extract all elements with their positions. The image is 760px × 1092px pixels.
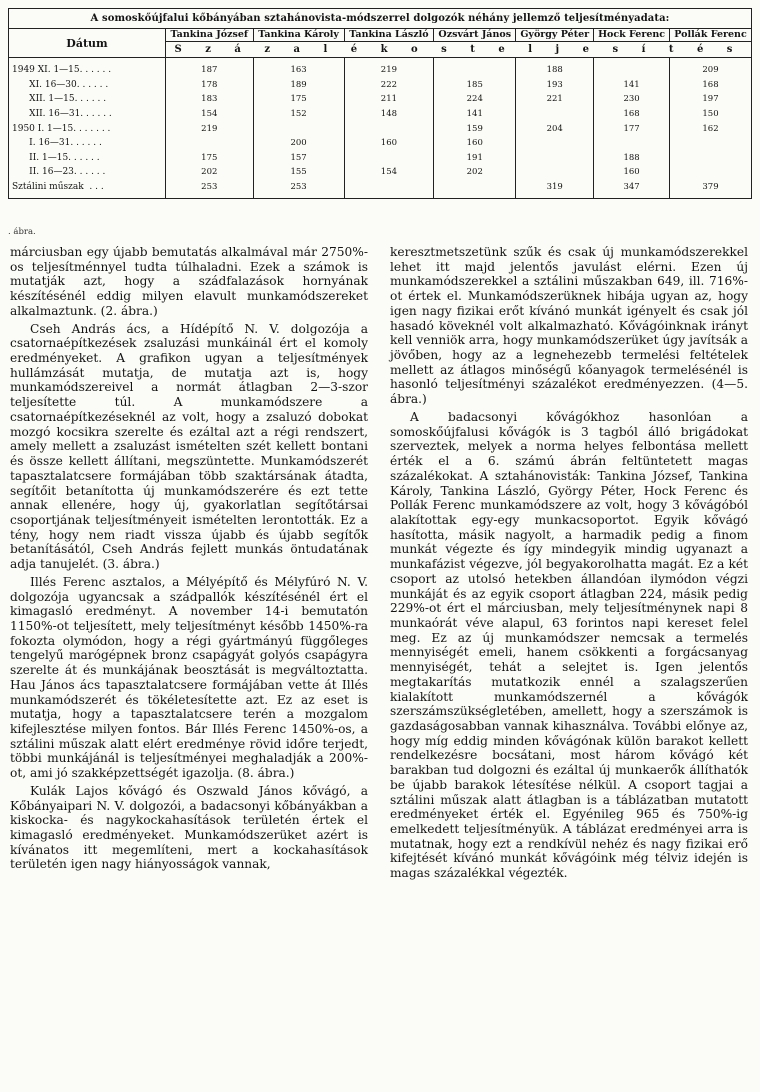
percent-header: S z á z a l é k o s t e l j e s í t é s (166, 42, 752, 58)
row-date: II. 16—23. . . . . . (9, 165, 166, 180)
table-row (9, 58, 751, 78)
table-cell: 160 (434, 136, 516, 151)
table-cell (594, 58, 670, 78)
left-text-column (10, 245, 368, 872)
row-date: Sztálini műszak . . . (9, 180, 166, 199)
table-cell: 209 (702, 65, 719, 76)
table-cell (516, 151, 594, 166)
table-cell: 155 (253, 165, 344, 180)
table-cell (434, 180, 516, 199)
table-cell (594, 136, 670, 151)
table-cell: 183 (166, 92, 254, 107)
table-cell: 160 (344, 136, 434, 151)
table-row (9, 92, 751, 107)
table-cell: 197 (702, 94, 719, 105)
row-date: XII. 1—15. . . . . . (9, 92, 166, 107)
table-cell: 178 (166, 78, 254, 93)
table-cell: 347 (594, 180, 670, 199)
row-date: XII. 16—31. . . . . . (9, 107, 166, 122)
paragraph: keresztmetszetünk szűk és csak új munkamódszerekkel lehet itt majd jelentős javulást elérni. Ezen új munkamódszerekkel a sztálini műszakban 649, ill. 716%-ot értek el. Munkamódszerüknek hibája ugyan az, hogy igen nagy fizikai erőt kívánó munkát igényelt és csak jól hasadó köveknél volt alkalmazható. Kővágóinknak irányt kell venniök arra, hogy munkamódszerüket úgy javítsák a jövőben, hogy az a legnehezebb termelési feltételek mellett az átlagos minőségű kőanyagok termelésénél is hasonló teljesítményi százalékot eredményezzen. (4—5. ábra.) (390, 245, 748, 407)
table-cell: 162 (702, 123, 719, 134)
paragraph: A badacsonyi kővágókhoz hasonlóan a somoskőújfalusi kővágók is 3 tagból álló brigádokat szerveztek, melyek a norma helyes felbontása mellett érték el a 6. számú ábrán feltüntetett magas százalékokat. A sztahánovisták: Tankina József, Tankina Károly, Tankina László, György Péter, Hock Ferenc és Pollák Ferenc munkamódszere az volt, hogy 3 kővágóból alakítottak egy-egy munkacsoportot. Egyik kővágó hasította, másik nagyolt, a harmadik pedig a finom munkát végezte és így mindegyik mindig ugyanazt a munkafázist végezve, jól begyakorolhatta magát. Ez a két csoport az utolsó hetekben állandóan ilymódon végzi munkáját és az egyik csoport átlagban 224, másik pedig 229%-ot ért el márciusban, mely teljesítménynek napi 8 munkaórát véve alapul, 63 forintos napi kereset felel meg. Ez az új munkamódszer nemcsak a termelés mennyiségét emeli, hanem csökkenti a forgácsanyag mennyiségét, tehát a selejtet is. Igen jelentős megtakarítás mutatkozik ennél a szalagszerűen kialakított munkamódszernél a kővágók szerszámszükségletében, amellett, hogy a szerszámok is gazdaságosabban vannak kihasználva. További előnye az, hogy míg eddig minden kővágónak külön barakot kellett rendelkezésre bocsátani, most három kővágó két barakban tud dolgozni és ezáltal új munkaerők állíthatók be újabb barakok létesítése nélkül. A csoport tagjai a sztálini műszak alatt átlagban is a táblázatban mutatott eredményeket érték el. Egyénileg 965 és 750%-ig emelkedett teljesítményük. A táblázat eredményei arra is mutatnak, hogy ezt a rendkívül nehéz és nagy fizikai erő kifejtését kívánó munkát kővágóink még télviz idején is magas százalékkal végezték. (390, 409, 748, 881)
table-cell: 163 (253, 58, 344, 78)
table-cell (166, 136, 254, 151)
table-cell: 188 (594, 151, 670, 166)
row-date: 1950 I. 1—15. . . . . . . (9, 121, 166, 136)
paragraph: Kulák Lajos kővágó és Oszwald János kővágó, a Kőbányaipari N. V. dolgozói, a badacsonyi kőbányákban a kiskocka- és nagykockahasítások területén értek el kimagasló eredményeket. Munkamódszerüket azért is kívánatos itt megemlíteni, mert a kockahasítások területén igen nagy hiányosságok vannak, (10, 783, 368, 872)
column-header: Tankina Károly (253, 29, 344, 42)
table-cell: 175 (253, 92, 344, 107)
column-header: Tankina László (344, 29, 434, 42)
table-cell: 202 (434, 165, 516, 180)
table-cell: 319 (516, 180, 594, 199)
table-cell: 189 (253, 78, 344, 93)
table-cell: 204 (516, 121, 594, 136)
table-cell: 168 (594, 107, 670, 122)
date-column-header: Dátum (9, 29, 166, 58)
row-date: 1949 XI. 1—15. . . . . . (9, 58, 166, 78)
row-date: I. 16—31. . . . . . (9, 136, 166, 151)
table-cell (434, 58, 516, 78)
table-row (9, 151, 751, 166)
table-body (9, 58, 751, 199)
table-cell (344, 180, 434, 199)
table-cell: 230 (594, 92, 670, 107)
figure-caption: . ábra. (8, 227, 36, 237)
table-cell (516, 107, 594, 122)
paragraph: Illés Ferenc asztalos, a Mélyépítő és Mélyfúró N. V. dolgozója ugyancsak a szádpallók készítésénél ért el kimagasló eredményt. A november 14-i bemutatón 1150%-ot teljesített, mely teljesítményt később 1450%-ra fokozta olymódon, hogy a régi gyártmányú függőleges tengelyű marógépnek bronz csapágyát golyós csapágyra szerelte át és munkájának beosztását is megváltoztatta. Hau János ács tapasztalatcsere formájában vette át Illés munkamódszerét és tökéletesítette azt. Ez az eset is mutatja, hogy a tapasztalatcsere terén a mozgalom kifejlesztése milyen fontos. Bár Illés Ferenc 1450%-os, a sztálini műszak alatt elért eredménye rövid időre terjedt, többi munkájánál is teljesítményei meghaladják a 200%-ot, ami jó szakképzettségét igazolja. (8. ábra.) (10, 574, 368, 781)
column-header: Pollák Ferenc (669, 29, 751, 42)
performance-table-frame (8, 8, 752, 199)
right-text-column (390, 245, 748, 881)
table-caption: A somoskőújfalui kőbányában sztahánovista-módszerrel dolgozók néhány jellemző teljesítményadata: (9, 9, 751, 29)
table-cell: 150 (702, 109, 719, 120)
table-cell: 187 (166, 58, 254, 78)
row-date: II. 1—15. . . . . . (9, 151, 166, 166)
column-header: Hock Ferenc (594, 29, 670, 42)
table-cell: 193 (516, 78, 594, 93)
table-cell: 200 (253, 136, 344, 151)
table-cell: 168 (702, 79, 719, 90)
table-cell: 253 (253, 180, 344, 199)
column-header: Tankina József (166, 29, 254, 42)
table-cell: 185 (434, 78, 516, 93)
table-cell: 141 (434, 107, 516, 122)
table-cell (253, 121, 344, 136)
performance-table (9, 9, 751, 198)
table-row (9, 136, 751, 151)
table-cell: 160 (594, 165, 670, 180)
table-cell (344, 121, 434, 136)
table-cell (344, 151, 434, 166)
table-cell: 175 (166, 151, 254, 166)
table-row (9, 121, 751, 136)
table-cell: 202 (166, 165, 254, 180)
table-cell (516, 165, 594, 180)
column-header: Ozsvárt János (434, 29, 516, 42)
table-cell: 222 (344, 78, 434, 93)
table-cell: 221 (516, 92, 594, 107)
column-header: György Péter (516, 29, 594, 42)
table-cell: 154 (344, 165, 434, 180)
table-cell (516, 136, 594, 151)
table-cell: 188 (516, 58, 594, 78)
table-cell: 154 (166, 107, 254, 122)
table-cell: 379 (702, 182, 719, 193)
table-cell: 152 (253, 107, 344, 122)
table-cell: 157 (253, 151, 344, 166)
table-cell: 219 (166, 121, 254, 136)
row-date: XI. 16—30. . . . . . (9, 78, 166, 93)
table-row (9, 78, 751, 93)
table-cell: 191 (434, 151, 516, 166)
table-cell: 224 (434, 92, 516, 107)
table-cell: 141 (594, 78, 670, 93)
table-cell: 253 (166, 180, 254, 199)
table-row (9, 165, 751, 180)
table-row (9, 180, 751, 199)
table-row (9, 107, 751, 122)
table-cell: 219 (344, 58, 434, 78)
table-cell: 211 (344, 92, 434, 107)
paragraph: Cseh András ács, a Hídépítő N. V. dolgozója a csatornaépítkezések zsaluzási munkáinál ért el komoly eredményeket. A grafikon ugyan a teljesítmények hullámzását mutatja, de mutatja azt is, hogy munkamódszereivel a normát átlagban 2—3-szor teljesítette túl. A munkamódszere a csatornaépítkezéseknél az volt, hogy a zsaluzó dobokat mozgó kocsikra szerelte és ezáltal azt a régi rendszert, amely mellett a zsaluzást ismételten szét kellett bontani és össze kellett állítani, megszüntette. Munkamódszerét tapasztalatcsere formájában több szaktársának átadta, segítőit betanította új munkamódszerére és ezt tette annak ellenére, hogy új, gyakorlatlan segítőtársai csoportjának teljesítményeit ismételten lerontották. Ez a tény, hogy nem riadt vissza újabb és újabb segítők betanításától, Cseh András fejlett munkás öntudatának adja tanujelét. (3. ábra.) (10, 321, 368, 572)
table-cell (669, 151, 751, 166)
table-cell (669, 136, 751, 151)
table-cell: 177 (594, 121, 670, 136)
table-cell: 148 (344, 107, 434, 122)
table-cell: 159 (434, 121, 516, 136)
paragraph: márciusban egy újabb bemutatás alkalmával már 2750%-os teljesítménnyel tudta túlhaladni. Ezek a számok is mutatják azt, hogy a szádfalazások hornyának készítésénél eddig milyen elavult munkamódszereket alkalmaztunk. (2. ábra.) (10, 245, 368, 318)
table-cell (669, 165, 751, 180)
